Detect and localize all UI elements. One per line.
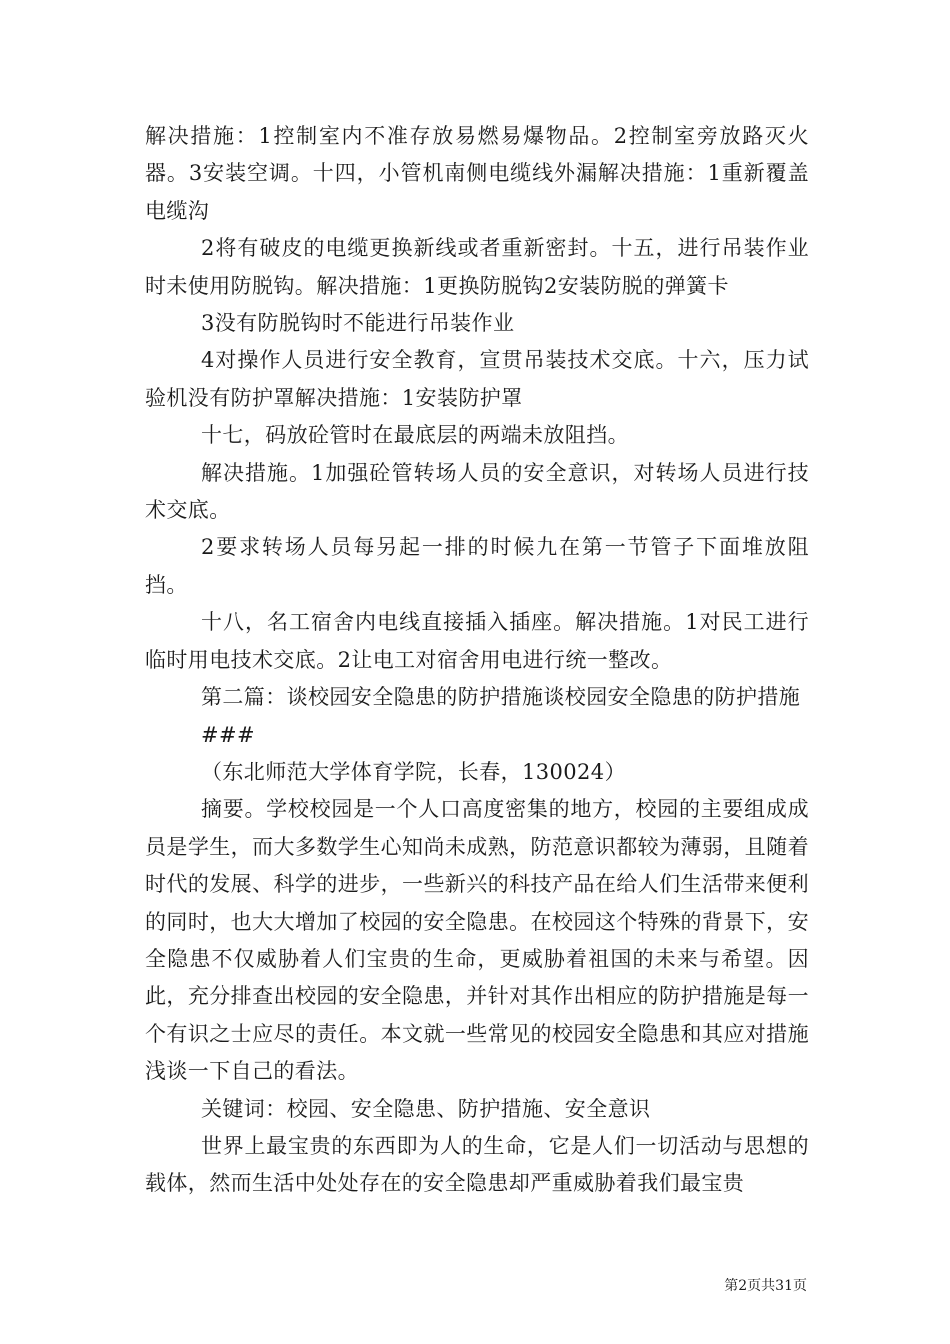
paragraph-1: 解决措施：1控制室内不准存放易燃易爆物品。2控制室旁放路灭火器。3安装空调。十四，小管机南侧电缆线外漏解决措施：1重新覆盖电缆沟 xyxy=(145,124,809,223)
abstract-paragraph: 摘要。学校校园是一个人口高度密集的地方，校园的主要组成成员是学生，而大多数学生心知尚未成熟，防范意识都较为薄弱，且随着时代的发展、科学的进步，一些新兴的科技产品在给人们生活带来便利的同时，也大大增加了校园的安全隐患。在校园这个特殊的背景下，安全隐患不仅威胁着人们宝贵的生命，更威胁着祖国的未来与希望。因此，充分排查出校园的安全隐患，并针对其作出相应的防护措施是每一个有识之士应尽的责任。本文就一些常见的校园安全隐患和其应对措施浅谈一下自己的看法。 xyxy=(145,797,809,1084)
section-heading: 第二篇：谈校园安全隐患的防护措施谈校园安全隐患的防护措施 xyxy=(201,685,801,710)
intro-paragraph: 世界上最宝贵的东西即为人的生命，它是人们一切活动与思想的载体，然而生活中处处存在的安全隐患却严重威胁着我们最宝贵 xyxy=(145,1133,809,1196)
paragraph-2: 2将有破皮的电缆更换新线或者重新密封。十五，进行吊装作业时未使用防脱钩。解决措施：1更换防脱钩2安装防脱的弹簧卡 xyxy=(145,236,809,298)
author-placeholder: ### xyxy=(201,722,255,747)
paragraph-5: 十七，码放砼管时在最底层的两端未放阻挡。 xyxy=(201,423,629,448)
paragraph-6: 解决措施。1加强砼管转场人员的安全意识，对转场人员进行技术交底。 xyxy=(145,460,809,523)
paragraph-4: 4对操作人员进行安全教育，宣贯吊装技术交底。十六，压力试验机没有防护罩解决措施：1安装防护罩 xyxy=(145,348,809,410)
page-number-footer: 第2页共31页 xyxy=(724,1278,807,1294)
keywords-paragraph: 关键词：校园、安全隐患、防护措施、安全意识 xyxy=(201,1096,651,1121)
affiliation: （东北师范大学体育学院，长春，130024） xyxy=(201,759,626,784)
paragraph-3: 3没有防脱钩时不能进行吊装作业 xyxy=(201,311,515,336)
paragraph-7: 2要求转场人员每另起一排的时候九在第一节管子下面堆放阻挡。 xyxy=(145,535,809,597)
paragraph-8: 十八，名工宿舍内电线直接插入插座。解决措施。1对民工进行临时用电技术交底。2让电工对宿舍用电进行统一整改。 xyxy=(145,610,809,672)
document-body xyxy=(145,118,809,1203)
